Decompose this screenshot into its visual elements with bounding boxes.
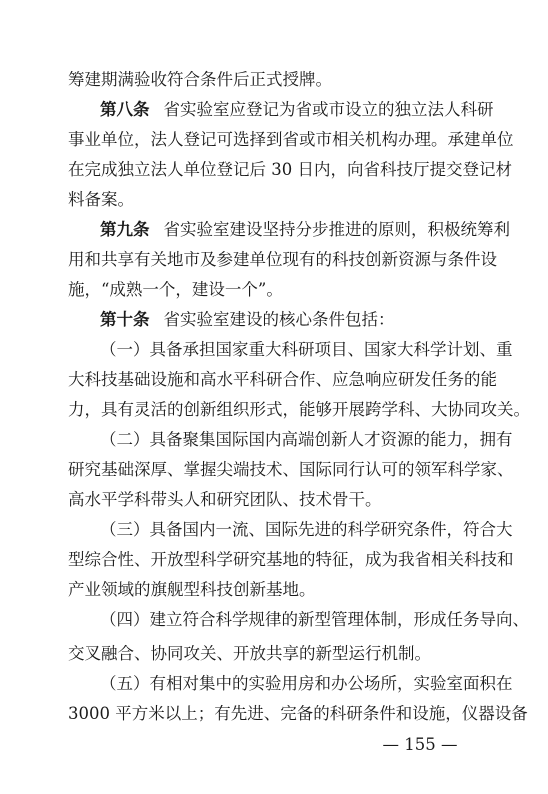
text-line: （五）有相对集中的实验用房和办公场所，实验室面积在 bbox=[100, 674, 513, 693]
text-line: 力，具有灵活的创新组织形式，能够开展跨学科、大协同攻关。 bbox=[68, 400, 530, 419]
article-nine-line bbox=[100, 214, 510, 246]
text-line: （一）具备承担国家重大科研项目、国家大科学计划、重 bbox=[100, 340, 513, 359]
text-span: 省实验室建设的核心条件包括： bbox=[163, 310, 395, 329]
text-line: 料备案。 bbox=[68, 190, 134, 209]
text-line: （三）具备国内一流、国际先进的科学研究条件，符合大 bbox=[100, 520, 513, 539]
text-line: 研究基础深厚、掌握尖端技术、国际同行认可的领军科学家、 bbox=[68, 460, 514, 479]
text-line: （二）具备聚集国际国内高端创新人才资源的能力，拥有 bbox=[100, 430, 513, 449]
text-line: 高水平学科带头人和研究团队、技术骨干。 bbox=[68, 490, 382, 509]
text-line: 大科技基础设施和高水平科研合作、应急响应研发任务的能 bbox=[68, 370, 497, 389]
article-eight-line bbox=[100, 94, 494, 126]
text-line: 产业领域的旗舰型科技创新基地。 bbox=[68, 580, 316, 599]
text-line: 在完成独立法人单位登记后 30 日内，向省科技厅提交登记材 bbox=[68, 160, 512, 179]
text-line: 型综合性、开放型科学研究基地的特征，成为我省相关科技和 bbox=[68, 550, 514, 569]
article-ten-heading: 第十条 bbox=[100, 310, 150, 329]
text-line: 筹建期满验收符合条件后正式授牌。 bbox=[68, 70, 332, 89]
page-number: — 155 — bbox=[382, 735, 458, 754]
text-line: 施，“成熟一个，建设一个”。 bbox=[68, 280, 283, 299]
article-ten-line bbox=[100, 304, 486, 336]
text-line: 交叉融合、协同攻关、开放共享的新型运行机制。 bbox=[68, 644, 431, 663]
text-line: （四）建立符合科学规律的新型管理体制，形成任务导向、 bbox=[100, 610, 529, 629]
article-nine-heading: 第九条 bbox=[100, 220, 150, 239]
text-span: 省实验室建设坚持分步推进的原则，积极统筹利 bbox=[163, 220, 510, 239]
text-line: 事业单位，法人登记可选择到省或市相关机构办理。承建单位 bbox=[68, 130, 514, 149]
text-span: 省实验室应登记为省或市设立的独立法人科研 bbox=[163, 100, 494, 119]
text-line: 用和共享有关地市及参建单位现有的科技创新资源与条件设 bbox=[68, 250, 497, 269]
text-line: 3000 平方米以上；有先进、完备的科研条件和设施，仪器设备 bbox=[68, 704, 528, 723]
article-eight-heading: 第八条 bbox=[100, 100, 150, 119]
